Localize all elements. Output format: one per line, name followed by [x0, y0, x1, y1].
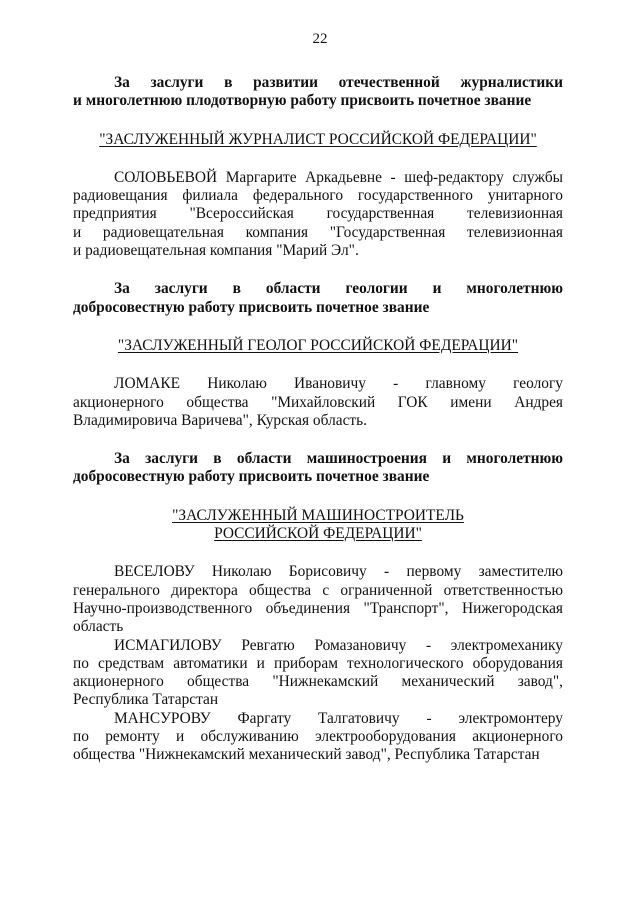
text-line: и радиовещательная компания "Государственная телевизионная	[73, 223, 563, 241]
awardee-paragraph	[73, 375, 563, 430]
award-title-line: РОССИЙСКОЙ ФЕДЕРАЦИИ"	[214, 525, 422, 543]
text-line: Владимировича Варичева", Курская область.	[73, 411, 368, 429]
award-title	[73, 337, 563, 355]
text-line: МАНСУРОВУ Фаргату Талгатовичу - электромонтеру	[114, 709, 563, 727]
intro-line: За заслуги в области геологии и многолетнюю	[114, 280, 563, 298]
intro-line: добросовестную работу присвоить почетное звание	[73, 298, 430, 316]
text-line: радиовещания филиала федерального государственного унитарного	[73, 187, 563, 205]
text-line: акционерного общества "Михайловский ГОК имени Андрея	[73, 393, 563, 411]
award-title	[73, 131, 563, 149]
awardee-paragraph	[73, 563, 563, 636]
text-line: Научно-производственного объединения "Транспорт", Нижегородская	[73, 599, 563, 617]
intro-line: За заслуги в области машиностроения и многолетнюю	[114, 450, 563, 468]
text-line: предприятия "Всероссийская государственная телевизионная	[73, 205, 563, 223]
text-line: ИСМАГИЛОВУ Ревгатю Ромазановичу - электромеханику	[114, 636, 563, 654]
text-line: область	[73, 618, 124, 636]
text-line: ВЕСЕЛОВУ Николаю Борисовичу - первому заместителю	[114, 563, 563, 581]
text-line: акционерного общества "Нижнекамский механический завод",	[73, 673, 563, 691]
awardee-paragraph	[73, 710, 563, 765]
section-intro	[73, 74, 563, 111]
award-title-line: "ЗАСЛУЖЕННЫЙ МАШИНОСТРОИТЕЛЬ	[172, 506, 464, 524]
text-line: ЛОМАКЕ Николаю Ивановичу - главному геологу	[114, 375, 563, 393]
section-intro	[73, 450, 563, 487]
text-line: общества "Нижнекамский механический завод", Республика Татарстан	[73, 746, 540, 764]
award-title-line: "ЗАСЛУЖЕННЫЙ ЖУРНАЛИСТ РОССИЙСКОЙ ФЕДЕРАЦИИ"	[99, 130, 537, 148]
awardee-paragraph	[73, 169, 563, 260]
award-title	[73, 507, 563, 544]
section-intro	[73, 280, 563, 317]
intro-line: За заслуги в развитии отечественной журналистики	[114, 74, 563, 91]
text-line: и радиовещательная компания "Марий Эл".	[73, 242, 359, 260]
page-number: 22	[312, 31, 328, 47]
awardee-paragraph	[73, 637, 563, 710]
intro-line: добросовестную работу присвоить почетное звание	[73, 468, 430, 486]
text-line: СОЛОВЬЕВОЙ Маргарите Аркадьевне - шеф-редактору службы	[114, 168, 563, 186]
text-line: генерального директора общества с ограниченной ответственностью	[73, 581, 563, 599]
intro-line: и многолетнюю плодотворную работу присвоить почетное звание	[73, 92, 532, 110]
text-line: по ремонту и обслуживанию электрооборудования акционерного	[73, 728, 563, 746]
award-title-line: "ЗАСЛУЖЕННЫЙ ГЕОЛОГ РОССИЙСКОЙ ФЕДЕРАЦИИ"	[117, 336, 519, 354]
text-line: по средствам автоматики и приборам технологического оборудования	[73, 654, 563, 672]
document-body	[73, 74, 563, 765]
text-line: Республика Татарстан	[73, 691, 219, 709]
